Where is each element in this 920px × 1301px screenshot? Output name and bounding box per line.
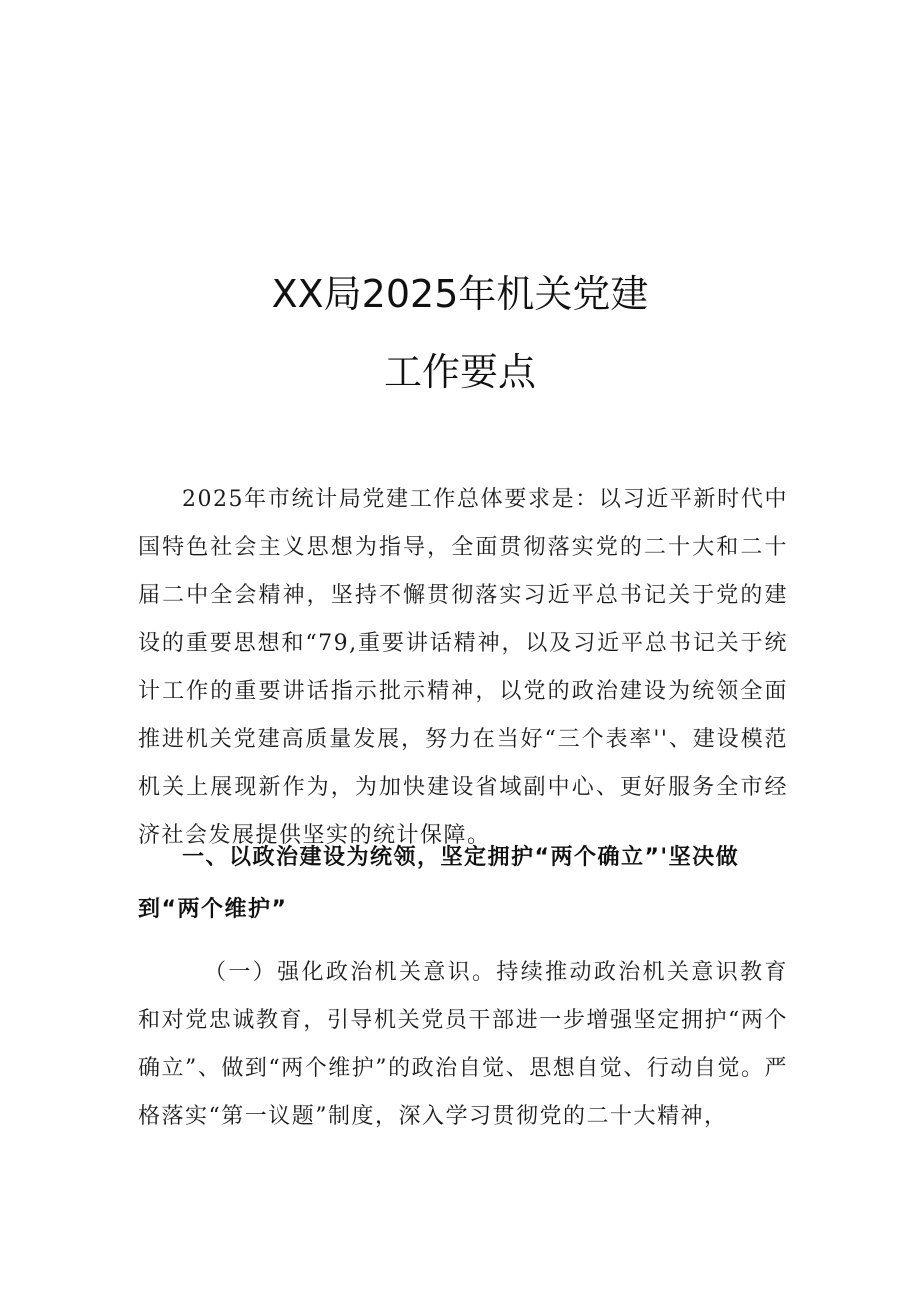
- section-1-item-1-paragraph: （一）强化政治机关意识。持续推动政治机关意识教育和对党忠诚教育，引导机关党员干部进一步增强坚定拥护“两个确立”、做到“两个维护”的政治自觉、思想自觉、行动自觉。严格落实“第一议题”制度，深入学习贯彻党的二十大精神，: [138, 960, 788, 1129]
- intro-paragraph: 2025年市统计局党建工作总体要求是：以习近平新时代中国特色社会主义思想为指导，全面贯彻落实党的二十大和二十届二中全会精神，坚持不懈贯彻落实习近平总书记关于党的建设的重要思想和“79,重要讲话精神，以及习近平总书记关于统计工作的重要讲话指示批示精神，以党的政治建设为统领全面推进机关党建高质量发展，努力在当好“三个表率''、建设模范机关上展现新作为，为加快建设省域副中心、更好服务全市经济社会发展提供坚实的统计保障。: [138, 487, 788, 848]
- document-title-line-1: XX局2025年机关党建: [271, 272, 649, 316]
- document-title-line-2: 工作要点: [383, 350, 536, 394]
- section-1-heading: 一、以政治建设为统领，坚定拥护“两个确立”'坚决做到“两个维护”: [138, 845, 740, 922]
